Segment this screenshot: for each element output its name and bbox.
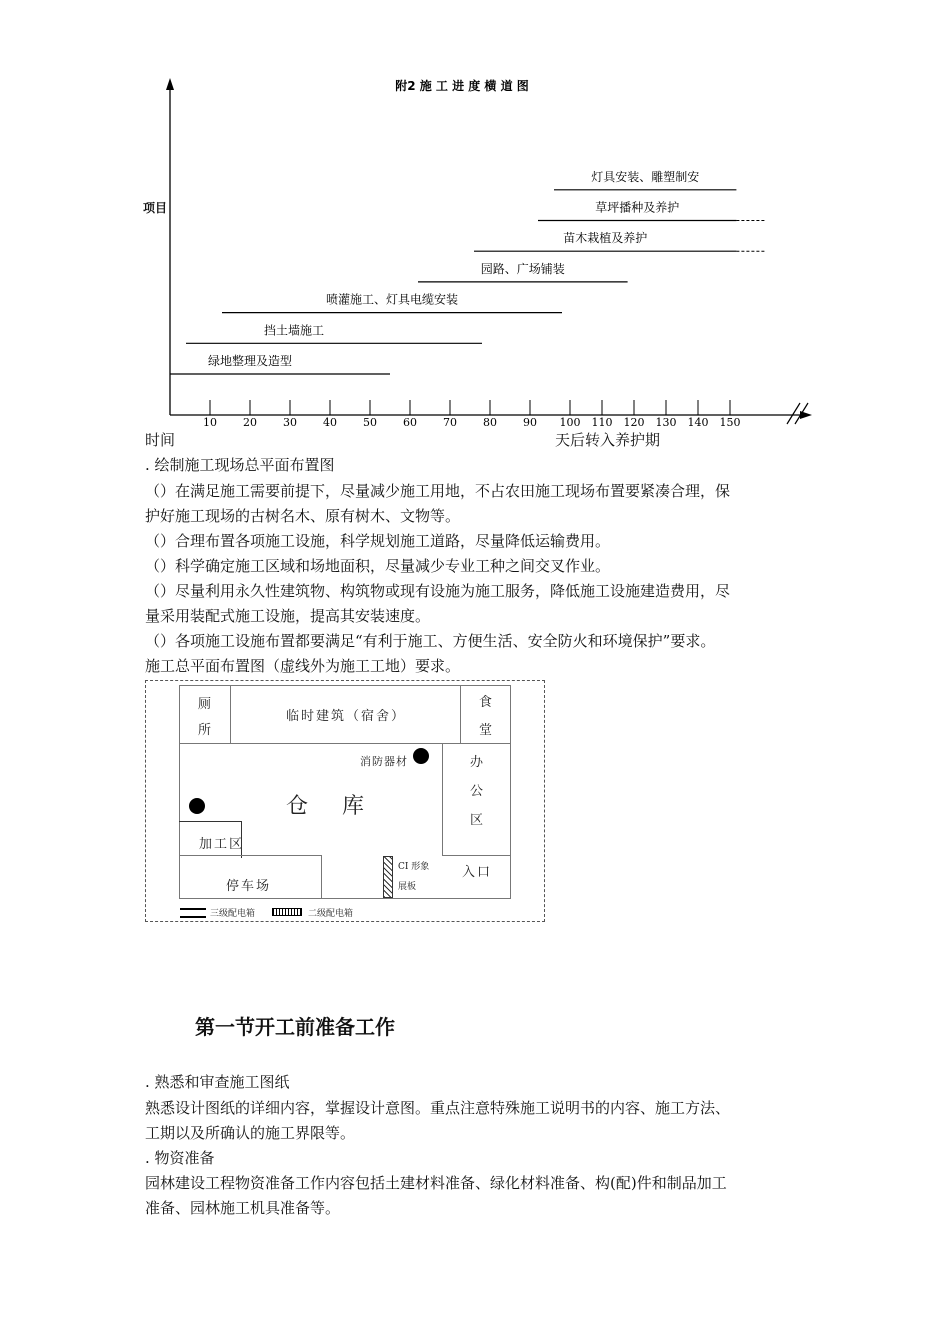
x-tick-label: 90: [523, 416, 537, 429]
gantt-bar-label: 绿地整理及造型: [207, 354, 293, 368]
gantt-bar-label: 草坪播种及养护: [595, 200, 680, 215]
x-tick-label: 140: [687, 416, 709, 429]
gantt-chart: [0, 0, 950, 460]
plan-paragraph-3: （）科学确定施工区域和场地面积，尽量减少专业工种之间交叉作业。: [145, 557, 611, 575]
bar-layer: [170, 169, 766, 374]
gantt-bar-label: 挡土墙施工: [263, 323, 325, 338]
plan-paragraph-4a: （）尽量利用永久性建筑物、构筑物或现有设施为施工服务，降低施工设施建造费用，尽: [145, 582, 731, 600]
x-tick-label: 100: [559, 416, 581, 429]
y-axis-label: 项目: [143, 201, 168, 215]
x-tick-label: 70: [443, 416, 457, 429]
x-tick-label: 120: [623, 416, 645, 429]
fire-equipment-label: 消防器材: [360, 755, 408, 768]
plan-paragraph-2: （）合理布置各项施工设施，科学规划施工道路，尽量降低运输费用。: [145, 532, 611, 550]
gantt-bar-label: 喷灌施工、灯具电缆安装: [325, 292, 459, 307]
y-axis-arrow: [166, 78, 174, 90]
item1-text-a: 熟悉设计图纸的详细内容，掌握设计意图。重点注意特殊施工说明书的内容、施工方法、: [145, 1099, 731, 1117]
office-label-1: 办: [470, 755, 486, 770]
office-label-2: 公: [470, 784, 486, 799]
office-label-3: 区: [470, 813, 486, 828]
x-tick-label: 10: [203, 416, 217, 429]
ci-board-marker: [383, 856, 393, 898]
legend-level3-label: 三级配电箱: [210, 909, 256, 919]
workshop-label: 加工区: [199, 837, 245, 852]
power-box-marker: [189, 798, 205, 814]
ci-board-label-2: 展板: [398, 882, 417, 892]
item2-text-a: 园林建设工程物资准备工作内容包括土建材料准备、绿化材料准备、构(配)件和制品加工: [145, 1174, 727, 1192]
x-tick-label: 110: [591, 416, 613, 429]
x-tick-label: 150: [719, 416, 741, 429]
canteen-label-1: 食: [479, 695, 495, 710]
x-tick-label: 50: [363, 416, 377, 429]
plan-heading: . 绘制施工现场总平面布置图: [145, 456, 335, 474]
legend-level2-label: 二级配电箱: [308, 909, 354, 919]
canteen-label-2: 堂: [479, 723, 495, 738]
plan-paragraph-1b: 护好施工现场的古树名木、原有树木、文物等。: [145, 507, 461, 525]
x-tick-label: 80: [483, 416, 497, 429]
x-axis-note: 天后转入养护期: [555, 431, 661, 449]
item1-text-b: 工期以及所确认的施工界限等。: [145, 1124, 356, 1142]
level3-box-symbol: [180, 908, 206, 918]
fire-equipment-marker: [413, 748, 429, 764]
gantt-bar-label: 灯具安装、雕塑制安: [591, 169, 700, 184]
gantt-bar-label: 园路、广场铺装: [480, 261, 565, 276]
section-title: 第一节开工前准备工作: [195, 1015, 395, 1039]
dormitory-label: 临时建筑（宿舍）: [286, 709, 407, 724]
plan-paragraph-6: 施工总平面布置图（虚线外为施工工地）要求。: [145, 657, 461, 675]
entrance-label: 入口: [462, 865, 493, 880]
x-tick-label: 60: [403, 416, 417, 429]
x-tick-label: 40: [323, 416, 337, 429]
ci-board-label-1: CI 形象: [398, 862, 430, 872]
plan-paragraph-1a: （）在满足施工需要前提下，尽量减少施工用地，不占农田施工现场布置要紧凑合理，保: [145, 482, 731, 500]
level2-box-symbol: [272, 908, 302, 916]
x-axis-label: 时间: [145, 431, 176, 449]
axis-break-mark: [787, 403, 800, 424]
plan-paragraph-4b: 量采用装配式施工设施，提高其安装速度。: [145, 607, 431, 625]
item1-heading: . 熟悉和审查施工图纸: [145, 1073, 290, 1091]
site-plan-diagram: [145, 680, 545, 922]
gantt-bar-label: 苗木栽植及养护: [563, 231, 648, 246]
toilet-label-1: 厕: [198, 697, 214, 712]
warehouse-label: 仓 库: [286, 794, 371, 819]
x-tick-label: 130: [655, 416, 677, 429]
item2-text-b: 准备、园林施工机具准备等。: [145, 1199, 341, 1217]
item2-heading: . 物资准备: [145, 1149, 215, 1167]
parking-label: 停车场: [226, 879, 272, 894]
toilet-label-2: 所: [198, 723, 214, 738]
plan-paragraph-5: （）各项施工设施布置都要满足“有利于施工、方便生活、安全防火和环境保护”要求。: [145, 632, 716, 650]
x-tick-label: 20: [243, 416, 257, 429]
x-tick-label: 30: [283, 416, 297, 429]
chart-title: 附2 施 工 进 度 横 道 图: [395, 79, 529, 93]
